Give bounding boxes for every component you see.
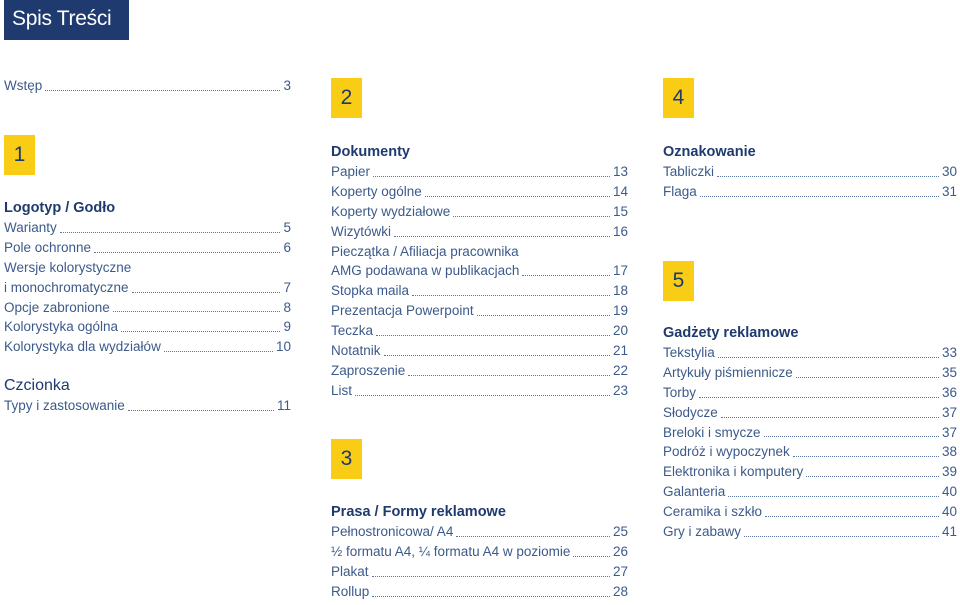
section-gadzety [663, 323, 957, 542]
toc-entry-warianty[interactable]: Warianty 5 [4, 219, 291, 235]
toc-entry[interactable]: Podróż i wypoczynek 38 [663, 444, 957, 460]
toc-entry-wersje[interactable]: i monochromatyczne 7 [4, 279, 291, 295]
toc-entry[interactable]: Notatnik 21 [331, 343, 628, 358]
toc-entry[interactable]: AMG podawana w publikacjach 17 [331, 263, 628, 279]
chapter-marker-5: 5 [663, 261, 694, 301]
section-heading-gadzety: Gadżety reklamowe [663, 325, 799, 341]
toc-entry-kolorystyka[interactable]: Kolorystyka ogólna 9 [4, 319, 291, 335]
toc-entry-wstep[interactable]: Wstęp 3 [4, 77, 291, 93]
section-heading-dokumenty: Dokumenty [331, 144, 410, 160]
toc-entry[interactable]: Stopka maila 18 [331, 283, 628, 299]
toc-entry[interactable]: Elektronika i komputery 39 [663, 464, 957, 480]
toc-entry[interactable]: Ceramika i szkło 40 [663, 504, 957, 520]
chapter-marker-4: 4 [663, 78, 694, 118]
section-oznakowanie [663, 142, 957, 202]
section-heading-logotyp: Logotyp / Godło [4, 200, 116, 216]
page-title-bar [4, 0, 129, 40]
toc-entry-wersje-line1[interactable]: Wersje kolorystyczne [4, 259, 132, 275]
toc-entry-typy[interactable]: Typy i zastosowanie 11 [4, 397, 291, 413]
toc-entry[interactable]: Papier 13 [331, 163, 628, 179]
toc-entry[interactable]: Tekstylia 33 [663, 344, 957, 360]
section-dokumenty [331, 142, 628, 401]
dot-leader [45, 89, 280, 91]
toc-entry[interactable]: Słodycze 37 [663, 404, 957, 420]
intro-entry [4, 76, 291, 96]
toc-entry[interactable]: Koperty ogólne 14 [331, 183, 628, 199]
page-title: Spis Treści [12, 7, 112, 30]
section-heading-prasa: Prasa / Formy reklamowe [331, 504, 506, 520]
chapter-marker-3: 3 [331, 439, 362, 479]
section-heading-oznakowanie: Oznakowanie [663, 144, 756, 160]
toc-entry[interactable]: Flaga 31 [663, 183, 957, 199]
toc-entry[interactable]: Prezentacja Powerpoint 19 [331, 303, 628, 319]
toc-entry[interactable]: Artykuły piśmiennicze 35 [663, 364, 957, 380]
toc-entry[interactable]: Koperty wydziałowe 15 [331, 203, 628, 219]
toc-entry[interactable]: Plakat 27 [331, 563, 628, 579]
section-logotyp [4, 198, 291, 357]
toc-entry[interactable]: Teczka 20 [331, 323, 628, 339]
toc-entry[interactable]: Gry i zabawy 41 [663, 524, 957, 539]
toc-entry-opcje[interactable]: Opcje zabronione 8 [4, 299, 291, 315]
chapter-marker-2: 2 [331, 78, 362, 118]
section-prasa [331, 502, 628, 602]
toc-entry[interactable]: Wizytówki 16 [331, 223, 628, 239]
toc-entry[interactable]: Breloki i smycze 37 [663, 424, 957, 440]
toc-entry[interactable]: List 23 [331, 382, 628, 398]
toc-entry[interactable]: Pełnostronicowa/ A4 25 [331, 523, 628, 539]
toc-entry[interactable]: Galanteria 40 [663, 484, 957, 500]
toc-entry-pole-ochronne[interactable]: Pole ochronne 6 [4, 239, 291, 255]
toc-entry-pieczatka-line1[interactable]: Pieczątka / Afiliacja pracownika [331, 243, 519, 259]
toc-entry[interactable]: Tabliczki 30 [663, 163, 957, 179]
toc-entry[interactable]: Zaproszenie 22 [331, 362, 628, 378]
section-heading-czcionka: Czcionka [4, 377, 70, 394]
toc-entry[interactable]: Torby 36 [663, 384, 957, 400]
toc-entry[interactable]: ½ formatu A4, ¼ formatu A4 w poziomie 26 [331, 543, 628, 559]
chapter-marker-1: 1 [4, 135, 35, 175]
toc-entry[interactable]: Rollup 28 [331, 583, 628, 599]
toc-entry-kolorystyka-wydzialow[interactable]: Kolorystyka dla wydziałów 10 [4, 339, 291, 355]
section-czcionka [4, 376, 291, 416]
